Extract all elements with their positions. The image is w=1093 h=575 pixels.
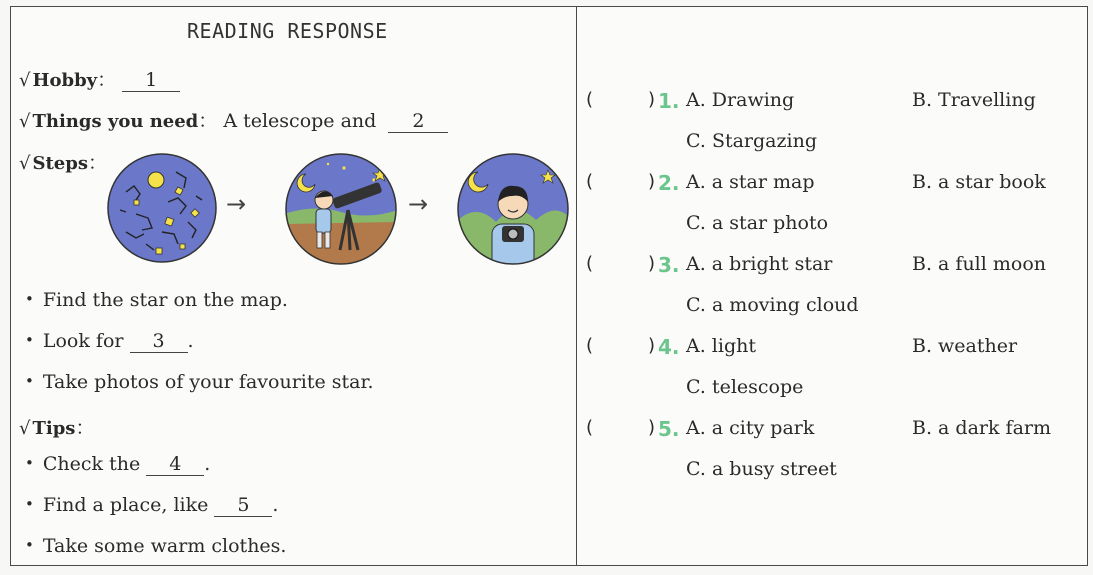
answer-paren-close: ) [648,171,656,192]
answer-paren-open[interactable]: ( [586,171,594,192]
check-icon: √ [19,70,31,91]
option-c: C. a moving cloud [686,294,859,316]
answer-paren-open[interactable]: ( [586,417,594,438]
tips-label: Tips [32,418,76,439]
step-item-2: • Look for 3 . [25,330,194,352]
tips-sep: ： [75,417,95,439]
things-text: A telescope and [223,110,377,132]
question-number: 1. [658,89,680,113]
hobby-label: Hobby [32,70,98,91]
blank-1[interactable]: 1 [122,70,180,92]
option-a: A. a star map [686,171,815,193]
step-item-1: • Find the star on the map. [25,289,288,311]
answer-paren-close: ) [648,335,656,356]
answer-paren-close: ) [648,253,656,274]
tip-item-2: • Find a place, like 5 . [25,494,279,516]
option-a: A. a bright star [686,253,833,275]
bullet-icon: • [25,454,34,472]
star-map-illustration [106,152,218,264]
option-c: C. a busy street [686,458,837,480]
hobby-sep: ： [97,69,117,91]
option-a: A. a city park [686,417,815,439]
option-b: B. weather [912,335,1018,357]
reading-response-panel [11,7,576,565]
option-b: B. a dark farm [912,417,1051,439]
option-b: B. a full moon [912,253,1047,275]
things-sep: ： [198,110,218,132]
tip-item-1: • Check the 4 . [25,453,211,475]
arrow-icon: → [226,190,247,218]
blank-2[interactable]: 2 [388,111,448,133]
question-number: 3. [658,253,680,277]
hobby-line [19,65,180,92]
check-icon: √ [19,111,31,132]
question-number: 2. [658,171,680,195]
arrow-icon: → [408,190,429,218]
page-title: READING RESPONSE [187,19,388,43]
things-line [19,106,448,133]
steps-sep: ： [87,152,107,174]
option-c: C. telescope [686,376,804,398]
steps-line [19,148,107,175]
blank-5[interactable]: 5 [214,495,272,517]
option-a: A. light [686,335,756,357]
worksheet [10,6,1088,566]
question-number: 5. [658,417,680,441]
option-b: B. a star book [912,171,1046,193]
step-item-3: • Take photos of your favourite star. [25,371,374,393]
things-label: Things you need [32,111,199,132]
column-divider [576,7,577,565]
telescope-illustration [284,152,398,266]
bullet-icon: • [25,495,34,513]
tip-item-3: • Take some warm clothes. [25,535,287,557]
questions-panel [578,7,1088,565]
answer-paren-open[interactable]: ( [586,89,594,110]
bullet-icon: • [25,331,34,349]
bullet-icon: • [25,372,34,390]
blank-4[interactable]: 4 [146,454,204,476]
steps-label: Steps [32,153,88,174]
camera-boy-illustration [456,152,570,266]
answer-paren-open[interactable]: ( [586,253,594,274]
answer-paren-close: ) [648,89,656,110]
answer-paren-close: ) [648,417,656,438]
option-a: A. Drawing [686,89,795,111]
tips-line [19,413,94,440]
option-c: C. a star photo [686,212,829,234]
option-c: C. Stargazing [686,130,817,152]
blank-3[interactable]: 3 [130,331,188,353]
steps-illustrations [106,152,566,267]
check-icon: √ [19,153,31,174]
bullet-icon: • [25,290,34,308]
option-b: B. Travelling [912,89,1036,111]
bullet-icon: • [25,536,34,554]
check-icon: √ [19,418,31,439]
answer-paren-open[interactable]: ( [586,335,594,356]
question-number: 4. [658,335,680,359]
